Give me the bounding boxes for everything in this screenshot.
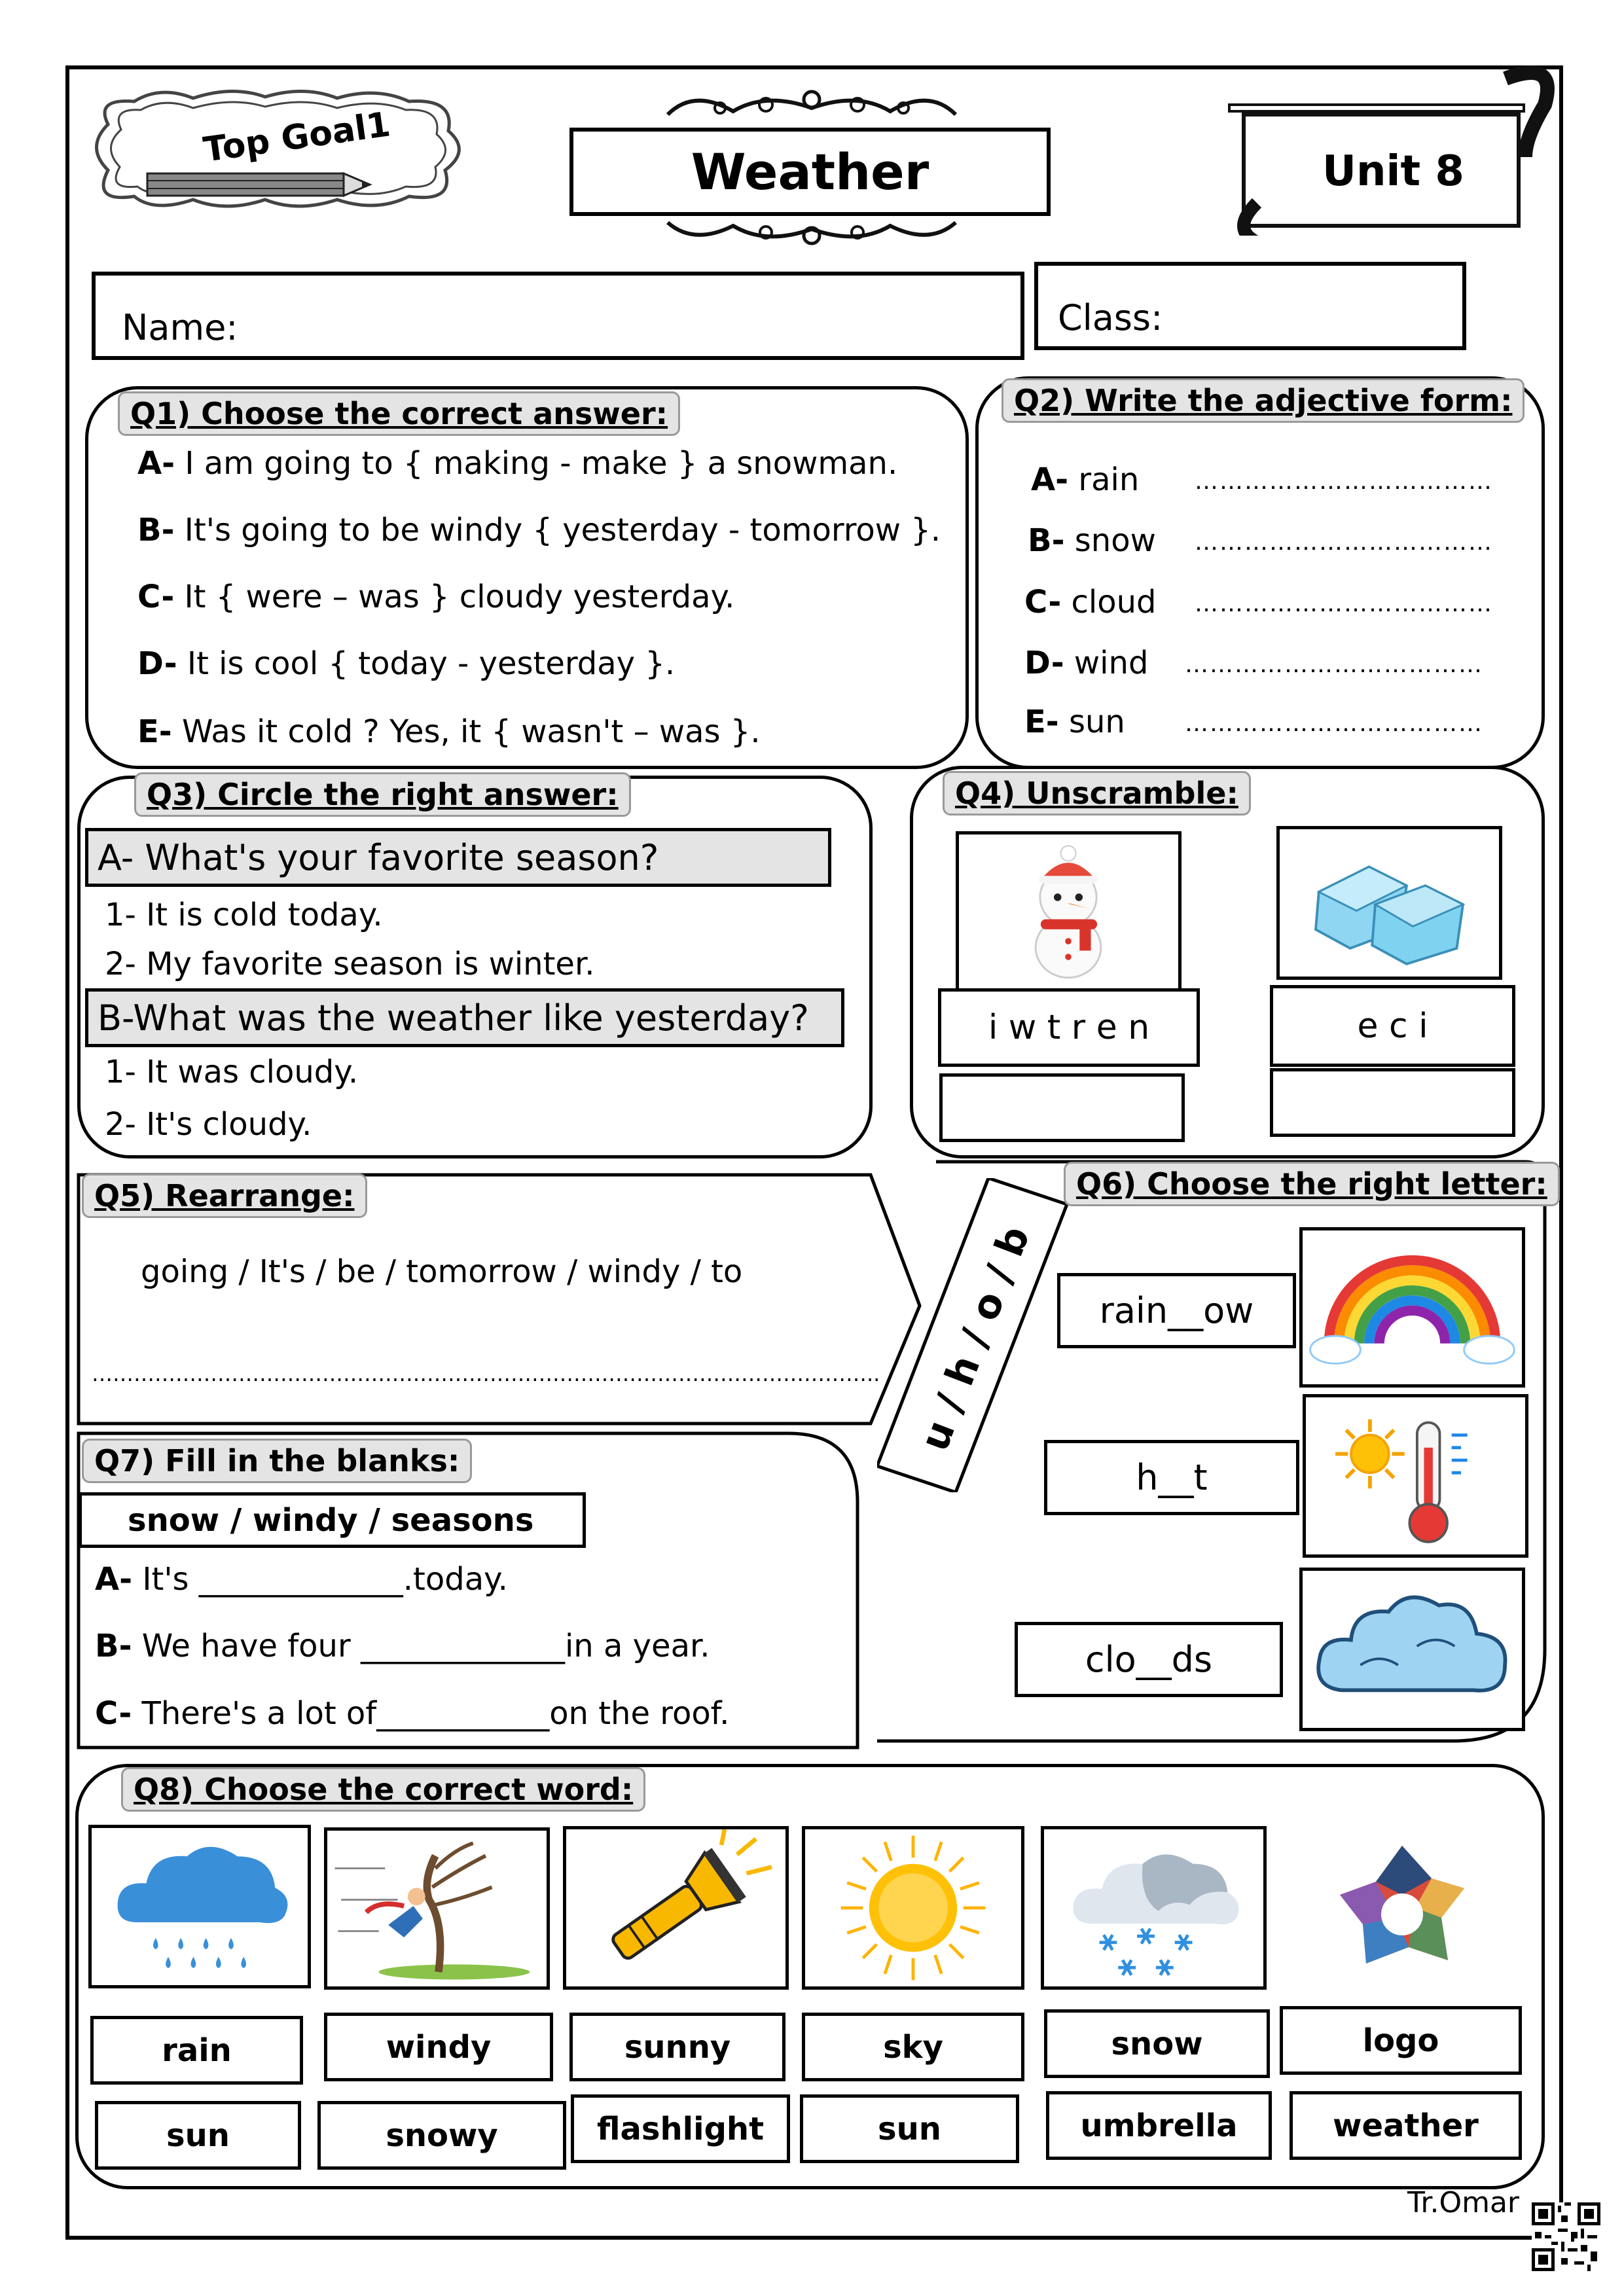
q7-word-bank [79, 1492, 586, 1548]
flashlight-icon [566, 1829, 785, 1986]
q3-question-b: B-What was the weather like yesterday? [85, 988, 844, 1047]
q3-answer[interactable]: 2- My favorite season is winter. [105, 946, 595, 982]
snow-cloud-icon [1044, 1829, 1263, 1986]
hot-thermometer-icon [1306, 1397, 1525, 1554]
q8-word[interactable]: weather [1290, 2091, 1522, 2160]
class-field[interactable] [1034, 262, 1466, 350]
q7-blank[interactable]: _____________ [360, 1628, 565, 1664]
page-title: Weather [691, 143, 929, 201]
snowman-icon [959, 834, 1178, 988]
q4-title: Q4) Unscramble: [943, 771, 1251, 816]
cloud-picture [1299, 1568, 1525, 1731]
q1-item: C- It { were – was } cloudy yesterday. [137, 579, 735, 615]
q2-item: C- cloud ……………………………… [1024, 584, 1493, 620]
q1-title: Q1) Choose the correct answer: [118, 391, 680, 436]
scramble-answer-box[interactable] [1270, 1068, 1515, 1137]
badge-text: Top Goal1 [201, 105, 393, 170]
q8-word[interactable]: logo [1280, 2006, 1522, 2075]
title-ornament-bottom-icon [655, 216, 969, 249]
q1-section [85, 386, 969, 769]
ice-picture [1276, 826, 1502, 980]
q7-item: C- There's a lot of___________on the roof. [95, 1695, 730, 1732]
q1-item: B- It's going to be windy { yesterday - tomorrow }. [137, 512, 941, 548]
q3-answer[interactable]: 1- It is cold today. [105, 897, 383, 933]
page-title-box [569, 128, 1051, 216]
q8-picture [563, 1826, 789, 1990]
logo-icon [1290, 1829, 1515, 1990]
q8-word[interactable]: sun [95, 2101, 301, 2170]
rainbow-icon [1303, 1230, 1522, 1384]
q1-item: E- Was it cold ? Yes, it { wasn't – was }. [137, 713, 761, 750]
q8-picture [1290, 1829, 1515, 1990]
rainbow-picture [1299, 1227, 1525, 1388]
q8-word[interactable]: flashlight [571, 2094, 790, 2163]
q7-word-bank-text: snow / windy / seasons [128, 1501, 534, 1539]
q7-blank[interactable]: ___________ [376, 1695, 550, 1732]
q6-word[interactable]: h__t [1044, 1440, 1299, 1515]
hot-picture [1303, 1394, 1528, 1558]
q2-item: E- sun ……………………………… [1024, 704, 1483, 740]
q8-word[interactable]: sky [802, 2013, 1024, 2081]
q8-word[interactable]: umbrella [1046, 2091, 1272, 2160]
q2-item: A- rain ……………………………… [1031, 461, 1493, 498]
cloud-icon [1303, 1571, 1522, 1728]
q7-item: B- We have four _____________in a year. [95, 1628, 710, 1664]
q5-words: going / It's / be / tomorrow / windy / to [141, 1253, 743, 1290]
sun-icon [805, 1829, 1021, 1986]
q7-blank[interactable]: _____________ [198, 1561, 403, 1598]
q2-item: D- wind ……………………………… [1024, 645, 1483, 681]
q1-item: A- I am going to { making - make } a snowman. [137, 445, 898, 482]
q6-word[interactable]: clo__ds [1015, 1622, 1283, 1697]
q8-picture [88, 1825, 311, 1988]
unit-scroll [1218, 65, 1558, 236]
pencil-icon [147, 173, 370, 196]
q3-question-a: A- What's your favorite season? [85, 828, 831, 887]
unit-label: Unit 8 [1322, 147, 1464, 196]
qr-code-icon [1532, 2202, 1600, 2271]
q3-title: Q3) Circle the right answer: [134, 772, 631, 817]
q8-word[interactable]: rain [90, 2016, 303, 2085]
snowman-picture [956, 831, 1182, 992]
scramble-word: i w t r e n [938, 988, 1200, 1067]
windy-tree-icon [327, 1831, 547, 1986]
scramble-word: e c i [1270, 985, 1515, 1067]
q8-word[interactable]: sunny [569, 2013, 785, 2081]
q3-answer[interactable]: 1- It was cloudy. [105, 1054, 359, 1090]
q8-word[interactable]: snow [1044, 2009, 1270, 2078]
q8-title: Q8) Choose the correct word: [121, 1767, 645, 1812]
scramble-answer-box[interactable] [939, 1073, 1185, 1142]
title-ornament-top-icon [655, 85, 969, 124]
top-goal-badge [82, 85, 475, 216]
q6-title: Q6) Choose the right letter: [1064, 1162, 1560, 1206]
q3-answer[interactable]: 2- It's cloudy. [105, 1106, 312, 1143]
q8-word[interactable]: snowy [317, 2101, 566, 2170]
q2-item: B- snow ……………………………… [1028, 522, 1493, 559]
q8-word[interactable]: sun [800, 2094, 1019, 2163]
q8-picture [802, 1826, 1024, 1990]
q7-title: Q7) Fill in the blanks: [82, 1439, 472, 1483]
q8-picture [324, 1827, 550, 1990]
rain-cloud-icon [92, 1828, 308, 1985]
q1-item: D- It is cool { today - yesterday }. [137, 645, 676, 682]
class-label: Class: [1058, 297, 1163, 338]
letters-text: u / h / o / b [911, 1220, 1039, 1457]
name-field[interactable] [92, 272, 1024, 360]
q8-word[interactable]: windy [324, 2013, 553, 2081]
q7-item: A- It's _____________.today. [95, 1561, 508, 1598]
ice-cubes-icon [1280, 829, 1499, 977]
q5-title: Q5) Rearrange: [82, 1174, 367, 1218]
q8-picture [1041, 1826, 1267, 1990]
q6-word[interactable]: rain__ow [1057, 1273, 1296, 1348]
name-label: Name: [122, 307, 238, 348]
q5-answer-line[interactable]: ………………………………………………………………………………………………….. [92, 1361, 880, 1386]
q2-title: Q2) Write the adjective form: [1001, 378, 1525, 423]
author-credit: Tr.Omar [1407, 2186, 1519, 2219]
